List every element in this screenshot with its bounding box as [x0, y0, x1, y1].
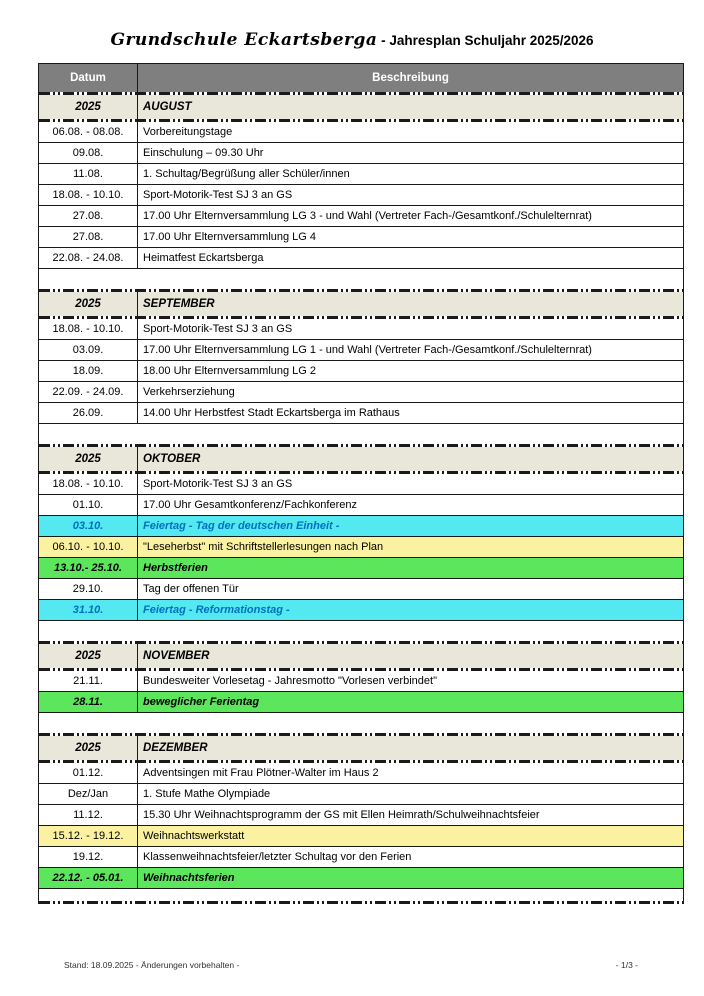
row-description: Herbstferien — [143, 562, 208, 574]
row-date: 01.12. — [39, 763, 138, 783]
row-description: Tag der offenen Tür — [143, 583, 239, 595]
page-title — [0, 30, 704, 50]
row-description: 17.00 Uhr Elternversammlung LG 1 - und Wahl (Vertreter Fach-/Gesamtkonf./Schulelternrat) — [143, 344, 592, 356]
row-date: 22.09. - 24.09. — [39, 382, 138, 402]
table-row — [39, 403, 683, 424]
table-row — [39, 143, 683, 164]
row-date: 28.11. — [39, 692, 138, 712]
row-date: 18.08. - 10.10. — [39, 319, 138, 339]
month-year: 2025 — [39, 95, 138, 119]
row-description: 15.30 Uhr Weihnachtsprogramm der GS mit Ellen Heimrath/Schulweihnachtsfeier — [143, 809, 540, 821]
row-description: Vorbereitungstage — [143, 126, 233, 138]
school-name: Grundschule Eckartsberga — [110, 30, 378, 50]
section-gap — [39, 269, 683, 289]
column-header-beschreibung: Beschreibung — [372, 72, 449, 84]
table-row — [39, 340, 683, 361]
row-date: 21.11. — [39, 671, 138, 691]
row-date: 06.10. - 10.10. — [39, 537, 138, 557]
month-header-row — [39, 447, 683, 471]
month-name: AUGUST — [143, 101, 192, 113]
footer-status-text: Stand: 18.09.2025 - Änderungen vorbehalten - — [64, 960, 240, 970]
row-date: 22.08. - 24.08. — [39, 248, 138, 268]
row-date: 13.10.- 25.10. — [39, 558, 138, 578]
row-date: 19.12. — [39, 847, 138, 867]
month-year: 2025 — [39, 736, 138, 760]
section-gap — [39, 424, 683, 444]
month-header-row — [39, 644, 683, 668]
row-date: 27.08. — [39, 227, 138, 247]
row-date: 22.12. - 05.01. — [39, 868, 138, 888]
table-row — [39, 474, 683, 495]
table-row — [39, 763, 683, 784]
table-row — [39, 579, 683, 600]
table-row — [39, 495, 683, 516]
row-date: 27.08. — [39, 206, 138, 226]
row-description: Heimatfest Eckartsberga — [143, 252, 264, 264]
section-gap — [39, 713, 683, 733]
row-description: 1. Stufe Mathe Olympiade — [143, 788, 271, 800]
table-row — [39, 784, 683, 805]
row-description: "Leseherbst" mit Schriftstellerlesungen nach Plan — [143, 541, 384, 553]
row-date: 29.10. — [39, 579, 138, 599]
month-header-row — [39, 292, 683, 316]
table-header-row — [39, 64, 683, 92]
row-date: 06.08. - 08.08. — [39, 122, 138, 142]
row-description: Feiertag - Tag der deutschen Einheit - — [143, 520, 340, 532]
table-body — [39, 92, 683, 904]
table-row — [39, 868, 683, 889]
section-gap — [39, 889, 683, 901]
row-description: 18.00 Uhr Elternversammlung LG 2 — [143, 365, 317, 377]
month-header-row — [39, 95, 683, 119]
table-row — [39, 361, 683, 382]
row-date: 11.12. — [39, 805, 138, 825]
row-description: 17.00 Uhr Elternversammlung LG 3 - und Wahl (Vertreter Fach-/Gesamtkonf./Schulelternrat) — [143, 210, 592, 222]
table-row — [39, 382, 683, 403]
month-year: 2025 — [39, 292, 138, 316]
dashed-divider — [39, 901, 683, 904]
month-name: DEZEMBER — [143, 742, 208, 754]
row-description: Einschulung – 09.30 Uhr — [143, 147, 264, 159]
row-description: Bundesweiter Vorlesetag - Jahresmotto "Vorlesen verbindet" — [143, 675, 437, 687]
row-description: 14.00 Uhr Herbstfest Stadt Eckartsberga im Rathaus — [143, 407, 400, 419]
row-date: 03.09. — [39, 340, 138, 360]
column-header-datum: Datum — [39, 64, 138, 92]
row-date: 01.10. — [39, 495, 138, 515]
row-date: 03.10. — [39, 516, 138, 536]
table-row — [39, 558, 683, 579]
table-row — [39, 805, 683, 826]
row-description: Weihnachtswerkstatt — [143, 830, 245, 842]
table-row — [39, 537, 683, 558]
row-description: Sport-Motorik-Test SJ 3 an GS — [143, 189, 293, 201]
row-date: 15.12. - 19.12. — [39, 826, 138, 846]
row-description: Weihnachtsferien — [143, 872, 235, 884]
row-description: 17.00 Uhr Elternversammlung LG 4 — [143, 231, 317, 243]
row-description: 1. Schultag/Begrüßung aller Schüler/innen — [143, 168, 350, 180]
table-row — [39, 185, 683, 206]
table-row — [39, 319, 683, 340]
table-row — [39, 227, 683, 248]
row-date: 18.08. - 10.10. — [39, 474, 138, 494]
table-row — [39, 600, 683, 621]
month-name: NOVEMBER — [143, 650, 210, 662]
row-description: Verkehrserziehung — [143, 386, 235, 398]
row-date: 31.10. — [39, 600, 138, 620]
row-date: 18.09. — [39, 361, 138, 381]
row-date: 11.08. — [39, 164, 138, 184]
row-description: Sport-Motorik-Test SJ 3 an GS — [143, 323, 293, 335]
table-row — [39, 122, 683, 143]
row-description: Adventsingen mit Frau Plötner-Walter im Haus 2 — [143, 767, 379, 779]
table-row — [39, 164, 683, 185]
month-header-row — [39, 736, 683, 760]
table-row — [39, 206, 683, 227]
table-row — [39, 692, 683, 713]
row-description: 17.00 Uhr Gesamtkonferenz/Fachkonferenz — [143, 499, 358, 511]
footer-page-number: - 1/3 - — [615, 960, 638, 970]
year-plan-table — [38, 63, 684, 904]
table-row — [39, 248, 683, 269]
row-description: Sport-Motorik-Test SJ 3 an GS — [143, 478, 293, 490]
row-description: Feiertag - Reformationstag - — [143, 604, 290, 616]
month-year: 2025 — [39, 644, 138, 668]
row-description: Klassenweihnachtsfeier/letzter Schultag vor den Ferien — [143, 851, 412, 863]
month-name: OKTOBER — [143, 453, 201, 465]
row-description: beweglicher Ferientag — [143, 696, 260, 708]
table-row — [39, 671, 683, 692]
month-name: SEPTEMBER — [143, 298, 215, 310]
section-gap — [39, 621, 683, 641]
table-row — [39, 826, 683, 847]
title-suffix: - Jahresplan Schuljahr 2025/2026 — [377, 33, 594, 48]
row-date: 18.08. - 10.10. — [39, 185, 138, 205]
row-date: Dez/Jan — [39, 784, 138, 804]
row-date: 09.08. — [39, 143, 138, 163]
table-row — [39, 516, 683, 537]
table-row — [39, 847, 683, 868]
month-year: 2025 — [39, 447, 138, 471]
row-date: 26.09. — [39, 403, 138, 423]
